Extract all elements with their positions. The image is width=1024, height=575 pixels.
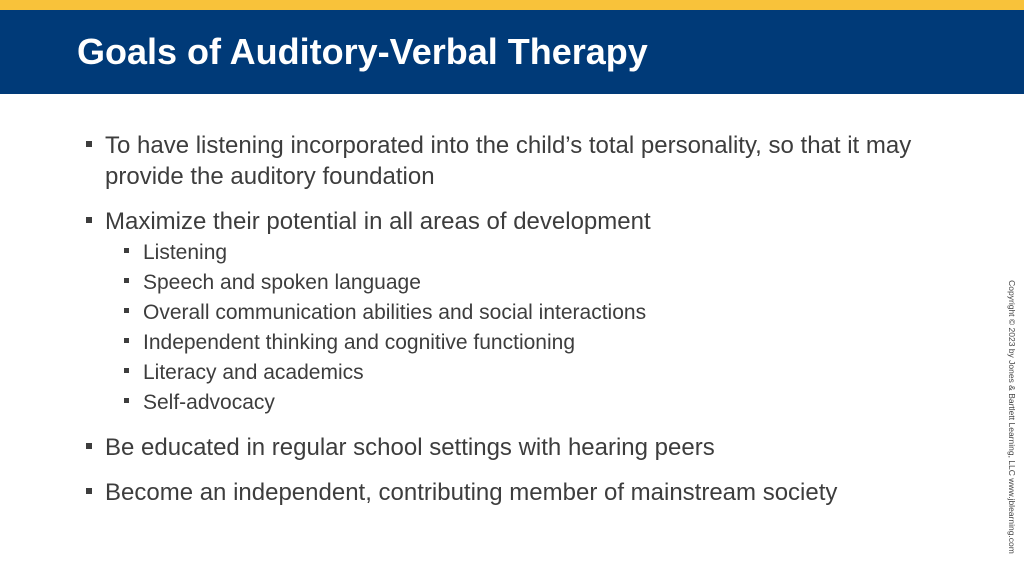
bullet-list (86, 130, 926, 522)
sub-bullet-text: Listening (143, 241, 228, 264)
square-bullet-icon (124, 398, 129, 403)
sub-bullet-item (124, 388, 926, 418)
square-bullet-icon (86, 217, 92, 223)
sub-bullet-item (124, 268, 926, 298)
square-bullet-icon (124, 308, 129, 313)
accent-stripe (0, 0, 1024, 10)
square-bullet-icon (124, 248, 129, 253)
sub-bullet-list (86, 238, 926, 418)
bullet-text: To have listening incorporated into the child’s total personality, so that it may provide the auditory foundation (105, 132, 912, 190)
sub-bullet-text: Independent thinking and cognitive functioning (143, 331, 575, 354)
sub-bullet-item (124, 298, 926, 328)
sub-bullet-text: Literacy and academics (143, 361, 364, 384)
sub-bullet-item (124, 328, 926, 358)
square-bullet-icon (124, 278, 129, 283)
bullet-item (86, 206, 926, 237)
bullet-item (86, 432, 926, 463)
bullet-item (86, 477, 926, 508)
sub-bullet-item (124, 358, 926, 388)
sub-bullet-text: Overall communication abilities and social interactions (143, 301, 647, 324)
square-bullet-icon (86, 141, 92, 147)
square-bullet-icon (124, 368, 129, 373)
square-bullet-icon (124, 338, 129, 343)
bullet-text: Maximize their potential in all areas of development (105, 208, 651, 235)
bullet-text: Be educated in regular school settings with hearing peers (105, 434, 715, 461)
slide-title: Goals of Auditory-Verbal Therapy (77, 31, 648, 72)
square-bullet-icon (86, 443, 92, 449)
copyright-notice: Copyright © 2023 by Jones & Bartlett Learning, LLC www.jblearning.com (1007, 280, 1017, 554)
sub-bullet-item (124, 238, 926, 268)
square-bullet-icon (86, 488, 92, 494)
sub-bullet-text: Speech and spoken language (143, 271, 421, 294)
sub-bullet-text: Self-advocacy (143, 391, 275, 414)
bullet-item (86, 130, 926, 192)
bullet-text: Become an independent, contributing member of mainstream society (105, 479, 838, 506)
